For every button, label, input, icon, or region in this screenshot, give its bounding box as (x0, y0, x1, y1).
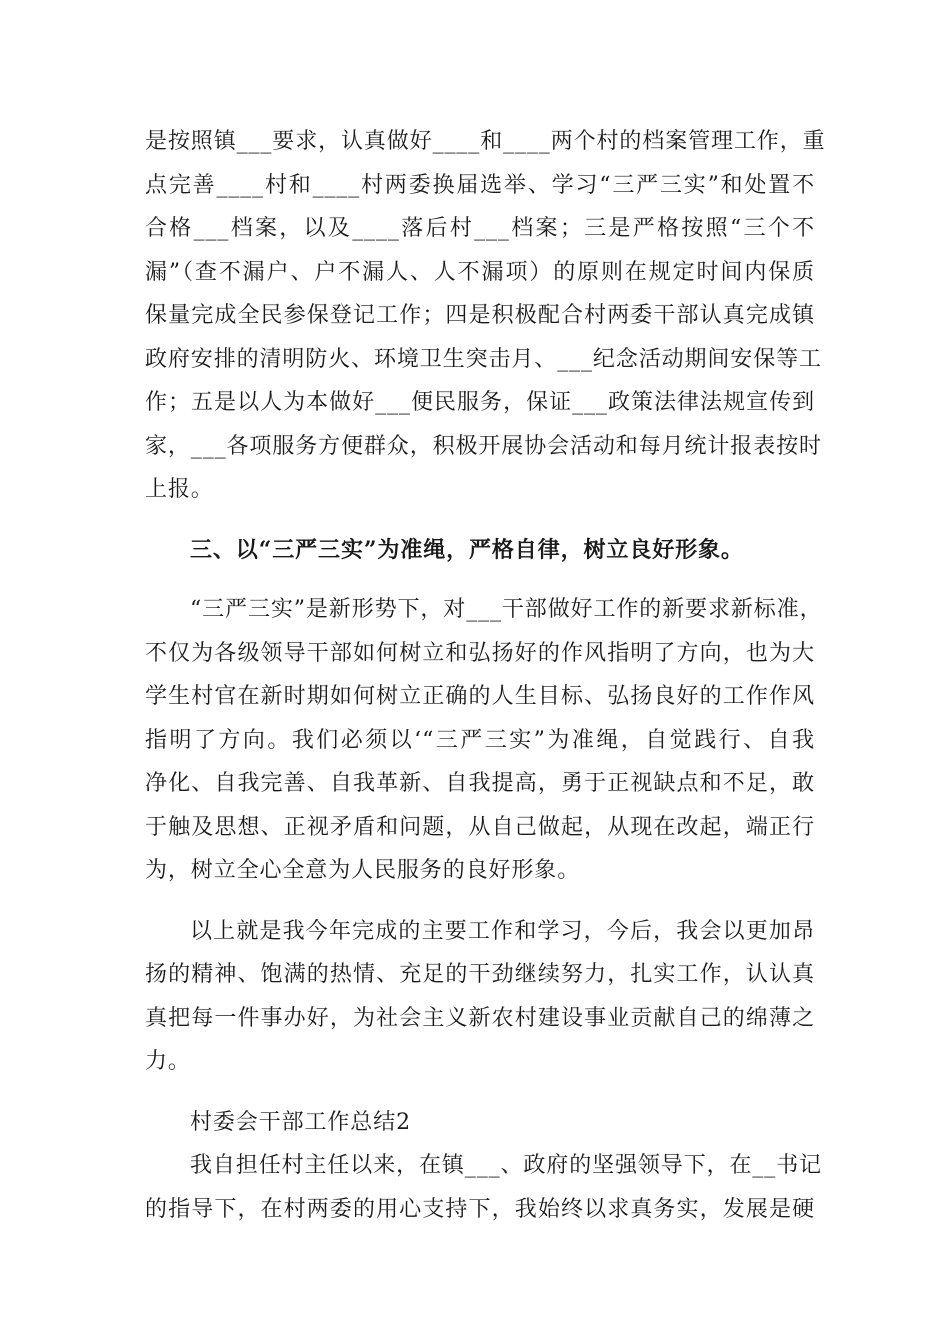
text-line: 点完善____村和____村两委换届选举、学习“三严三实”和处置不 (145, 172, 815, 198)
text-line: 家，___各项服务方便群众，积极开展协会活动和每月统计报表按时 (145, 433, 822, 459)
text-line: 上报。 (145, 477, 214, 502)
document-page (145, 120, 826, 1231)
text-line: 为，树立全心全意为人民服务的良好形象。 (145, 858, 581, 883)
text-line: 净化、自我完善、自我革新、自我提高，勇于正视缺点和不足，敢 (145, 771, 815, 796)
paragraph-3 (145, 910, 815, 1084)
paragraph-4 (145, 1144, 823, 1231)
text-line: 学生村官在新时期如何树立正确的人生目标、弘扬良好的工作作风 (145, 684, 815, 709)
spacer (145, 1084, 815, 1101)
section-title: 村委会干部工作总结2 (190, 1109, 411, 1135)
text-line: 指明了方向。我们必须以‘“三严三实”为准绳，自觉践行、自我 (145, 727, 815, 753)
text-line: 力。 (145, 1049, 191, 1074)
text-line: 作；五是以人为本做好___便民服务，保证___政策法律法规宣传到 (145, 390, 815, 415)
text-line: 漏”（查不漏户、户不漏人、人不漏项）的原则在规定时间内保质 (145, 259, 815, 285)
spacer (145, 893, 815, 910)
text-line: 政府安排的清明防火、环境卫生突击月、___纪念活动期间安保等工 (145, 346, 822, 372)
section-heading-3: 三、以“三严三实”为准绳，严格自律，树立良好形象。 (190, 536, 744, 563)
text-line: 保量完成全民参保登记工作；四是积极配合村两委干部认真完成镇 (145, 303, 815, 328)
paragraph-1 (145, 120, 826, 512)
text-line: 以上就是我今年完成的主要工作和学习，今后，我会以更加昂 (190, 918, 815, 944)
spacer (145, 572, 815, 588)
text-line: 的指导下，在村两委的用心支持下，我始终以求真务实，发展是硬 (145, 1196, 815, 1222)
text-line: 合格___档案，以及____落后村___档案；三是严格按照“三个不 (145, 216, 815, 241)
text-line: 是按照镇___要求，认真做好____和____两个村的档案管理工作，重 (145, 129, 826, 154)
text-line: 我自担任村主任以来，在镇___、政府的坚强领导下，在__书记 (190, 1153, 823, 1178)
text-line: 真把每一件事办好，为社会主义新农村建设事业贡献自己的绵薄之 (145, 1005, 815, 1031)
spacer (145, 512, 815, 529)
text-line: 于触及思想、正视矛盾和问题，从自己做起，从现在改起，端正行 (145, 814, 815, 840)
text-line: 扬的精神、饱满的热情、充足的干劲继续努力，扎实工作，认认真 (145, 962, 815, 987)
paragraph-2 (145, 588, 823, 893)
text-line: “三严三实”是新形势下，对___干部做好工作的新要求新标准， (190, 597, 823, 622)
text-line: 不仅为各级领导干部如何树立和弘扬好的作风指明了方向，也为大 (145, 640, 815, 666)
